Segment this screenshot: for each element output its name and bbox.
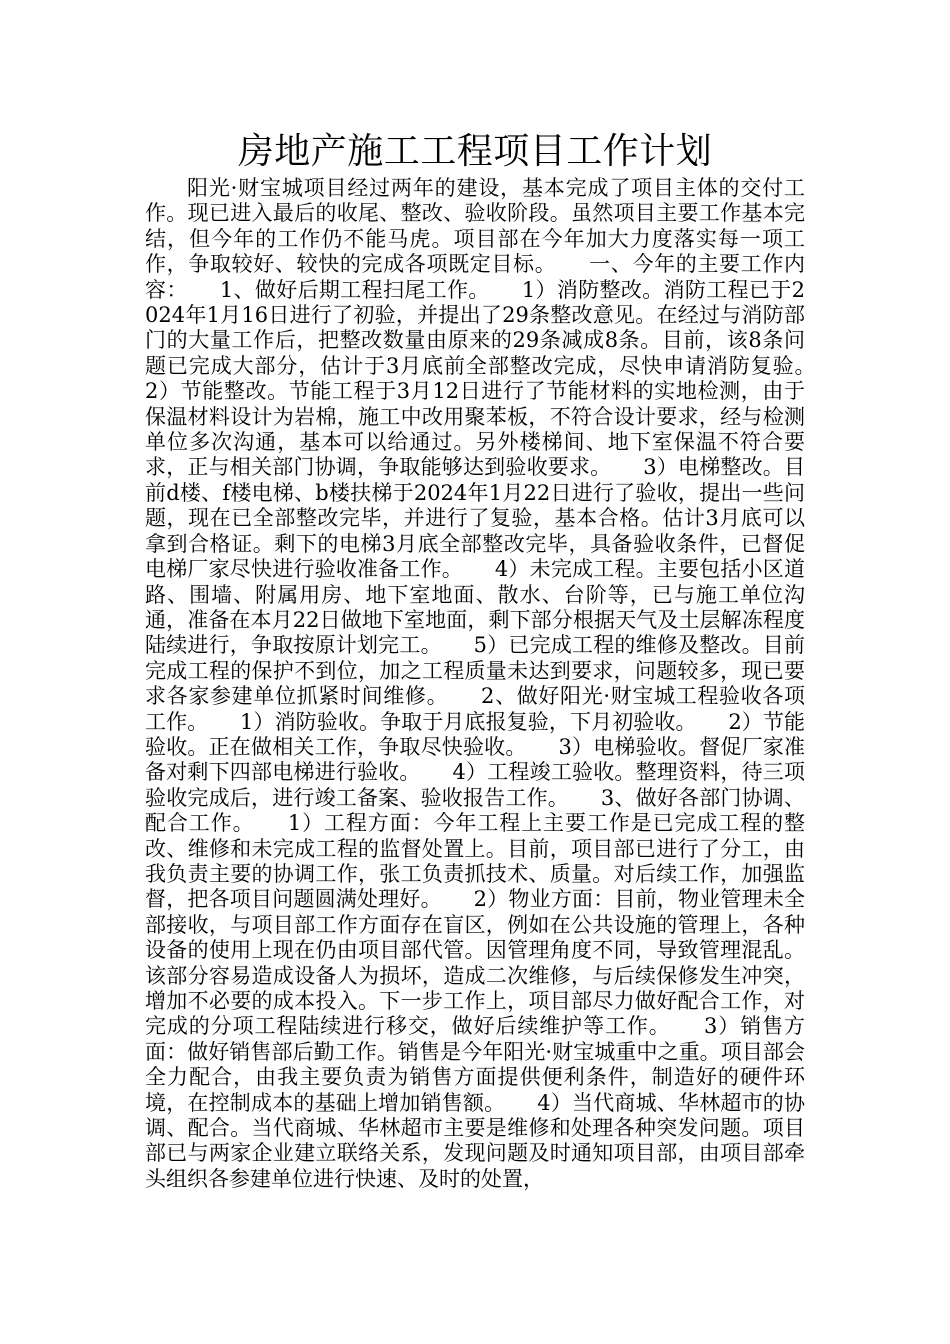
document-page	[145, 128, 847, 1192]
document-body: 阳光·财宝城项目经过两年的建设，基本完成了项目主体的交付工作。现已进入最后的收尾、整改、验收阶段。虽然项目主要工作基本完结，但今年的工作仍不能马虎。项目部在今年加大力度落实每一项工作，争取较好、较快的完成各项既定目标。 一、今年的主要工作内容： 1、做好后期工程扫尾工作。 1）消防整改。消防工程已于2024年1月16日进行了初验，并提出了29条整改意见。在经过与消防部门的大量工作后，把整改数量由原来的29条减成8条。目前，该8条问题已完成大部分，估计于3月底前全部整改完成，尽快申请消防复验。 2）节能整改。节能工程于3月12日进行了节能材料的实地检测，由于保温材料设计为岩棉，施工中改用聚苯板，不符合设计要求，经与检测单位多次沟通，基本可以给通过。另外楼梯间、地下室保温不符合要求，正与相关部门协调，争取能够达到验收要求。 3）电梯整改。目前d楼、f楼电梯、b楼扶梯于2024年1月22日进行了验收，提出一些问题，现在已全部整改完毕，并进行了复验，基本合格。估计3月底可以拿到合格证。剩下的电梯3月底全部整改完毕，具备验收条件，已督促电梯厂家尽快进行验收准备工作。 4）未完成工程。主要包括小区道路、围墙、附属用房、地下室地面、散水、台阶等，已与施工单位沟通，准备在本月22日做地下室地面，剩下部分根据天气及土层解冻程度陆续进行，争取按原计划完工。 5）已完成工程的维修及整改。目前完成工程的保护不到位，加之工程质量未达到要求，问题较多，现已要求各家参建单位抓紧时间维修。 2、做好阳光·财宝城工程验收各项工作。 1）消防验收。争取于月底报复验，下月初验收。 2）节能验收。正在做相关工作，争取尽快验收。 3）电梯验收。督促厂家准备对剩下四部电梯进行验收。 4）工程竣工验收。整理资料，待三项验收完成后，进行竣工备案、验收报告工作。 3、做好各部门协调、配合工作。 1）工程方面：今年工程上主要工作是已完成工程的整改、维修和未完成工程的监督处置上。目前，项目部已进行了分工，由我负责主要的协调工作，张工负责抓技术、质量。对后续工作，加强监督，把各项目问题圆满处理好。 2）物业方面：目前，物业管理未全部接收，与项目部工作方面存在盲区，例如在公共设施的管理上，各种设备的使用上现在仍由项目部代管。因管理角度不同，导致管理混乱。该部分容易造成设备人为损坏，造成二次维修，与后续保修发生冲突，增加不必要的成本投入。下一步工作上，项目部尽力做好配合工作，对完成的分项工程陆续进行移交，做好后续维护等工作。 3）销售方面：做好销售部后勤工作。销售是今年阳光·财宝城重中之重。项目部会全力配合，由我主要负责为销售方面提供便利条件，制造好的硬件环境，在控制成本的基础上增加销售额。 4）当代商城、华林超市的协调、配合。当代商城、华林超市主要是维修和处理各种突发问题。项目部已与两家企业建立联络关系，发现问题及时通知项目部，由项目部牵头组织各参建单位进行快速、及时的处置，	[145, 176, 847, 1191]
document-title: 房地产施工工程项目工作计划	[237, 131, 713, 172]
